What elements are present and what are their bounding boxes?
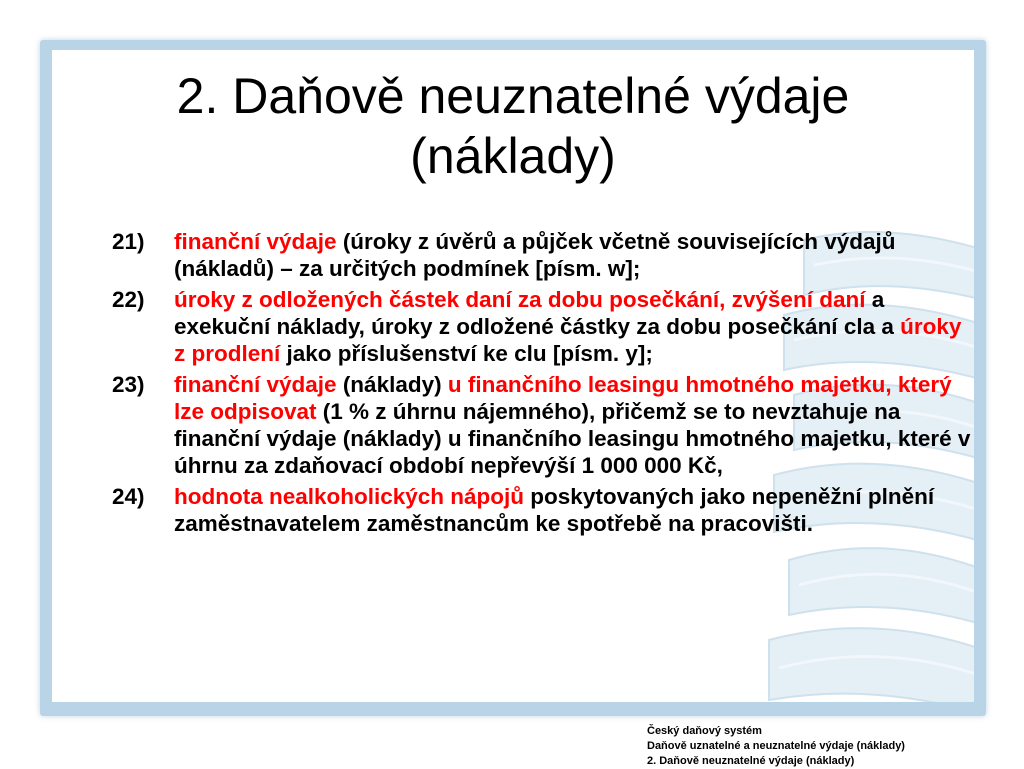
highlighted-text: hodnota nealkoholických nápojů [174,484,525,509]
list-item [112,371,972,479]
highlighted-text: finanční výdaje [174,372,337,397]
item-number: 22) [112,287,145,312]
slide-title [52,66,974,186]
item-number: 21) [112,229,145,254]
item-text [174,483,972,537]
plain-text: (1 % z úhrnu nájemného), přičemž se to nevztahuje na finanční výdaje (náklady) u finančního leasingu hmotného majetku, které v úhrnu za zdaňovací období nepřevýší 1 000 000 Kč, [174,399,971,478]
item-text [174,228,972,282]
list-item [112,286,972,367]
title-line-2: (náklady) [410,128,616,184]
footer-line-1: Český daňový systém [647,725,762,737]
highlighted-text: u finančního leasingu hmotného majetku, který lze odpisovat [174,372,952,424]
plain-text: a exekuční náklady, úroky z odložené částky za dobu posečkání cla a [174,287,901,339]
item-text [174,286,972,367]
plain-text: (náklady) [336,372,448,397]
highlighted-text: úroky z odložených částek daní za dobu posečkání, zvýšení daní [174,287,866,312]
list-item [112,228,972,282]
item-text [174,371,972,479]
list-item [112,483,972,537]
title-line-1: 2. Daňově neuznatelné výdaje [176,68,850,124]
highlighted-text: úroky z prodlení [174,314,962,366]
item-number: 23) [112,372,145,397]
item-list [112,228,972,541]
plain-text: poskytovaných jako nepeněžní plnění zaměstnavatelem zaměstnancům ke spotřebě na pracovišti. [174,484,935,536]
plain-text: jako příslušenství ke clu [písm. y]; [280,341,653,366]
slide-footer [647,724,905,769]
item-number: 24) [112,484,145,509]
highlighted-text: finanční výdaje [174,229,337,254]
footer-line-2: Daňově uznatelné a neuznatelné výdaje (náklady) [647,740,905,752]
footer-line-3: 2. Daňově neuznatelné výdaje (náklady) [647,755,855,767]
slide-content [52,50,974,702]
plain-text: (úroky z úvěrů a půjček včetně souvisejících výdajů (nákladů) – za určitých podmínek [písm. w]; [174,229,896,281]
slide-frame [40,40,986,716]
